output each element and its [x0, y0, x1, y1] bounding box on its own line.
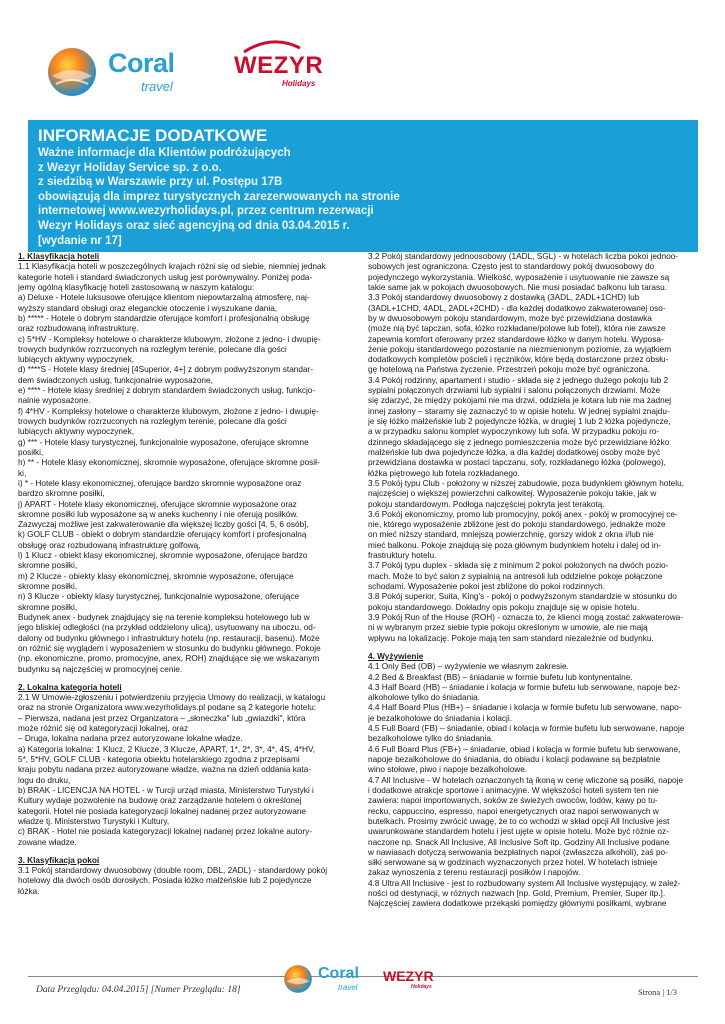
banner-line: z siedzibą w Warszawie przy ul. Postępu 17B: [38, 176, 283, 189]
text-line: g) *** - Hotele klasy turystycznej, funkcjonalnie wyposażone, oferujące skromne: [18, 437, 309, 447]
text-line: on różnić się wyglądem i wyposażeniem w stosunku do budynku głównego. Pokoje: [18, 643, 321, 653]
text-line: oraz na stronie Organizatora www.wezyrholidays.pl podane są 2 kategorie hotelu:: [18, 703, 317, 713]
section-heading: 1. Klasyfikacja hoteli: [18, 252, 100, 261]
footer-logos: [283, 960, 453, 1000]
text-line: gę hotelową na Państwa życzenie. Przestrzeń pokoju może być ograniczona.: [368, 365, 651, 375]
text-line: a) Kategoria lokalna: 1 Klucz, 2 Klucze, 3 Klucze, APART, 1*, 2*, 3*, 4*, 4S, 4*HV,: [18, 744, 316, 754]
text-line: budynku są najczęściej w promocyjnej cenie.: [18, 664, 183, 674]
text-line: lubiących aktywny wypoczynek,: [18, 427, 135, 437]
text-line: 1.1 Klasyfikacja hoteli w poszczególnych krajach różni się od siebie, niemniej jednak: [18, 262, 326, 272]
text-line: bezalkoholowe tylko do śniadania.: [368, 734, 494, 744]
text-line: frastruktury hotelu.: [368, 551, 437, 561]
text-line: pojedynczego wykorzystania. Wielkość, wyposażenie i usytuowanie nie zawsze są: [368, 272, 670, 282]
text-line: ni w wybranym przez siebie typie pokoju określonym w umowie, ale nie mają: [368, 623, 648, 633]
text-line: się zdarzyć, że między pokojami nie ma drzwi, oddziela je kotara lub nie ma żadnej: [368, 396, 672, 406]
right-text-column: [368, 252, 708, 910]
text-line: 4.6 Full Board Plus (FB+) – śniadanie, obiad i kolacja w formie bufetu lub serwowane,: [368, 744, 681, 754]
text-line: – Druga, lokalna nadana przez autoryzowane lokalne władze.: [18, 734, 243, 744]
text-line: Najczęściej zawiera dodatkowe przekąski pomiędzy głównymi posiłkami, wybrane: [368, 899, 667, 909]
text-line: butelkach. Prosimy zwrócić uwagę, że to co wchodzi w skład opcji All Inclusive jest: [368, 816, 670, 826]
text-line: Zazwyczaj możliwe jest zakwaterowanie dla większej liczby gości [4, 5, 6 osób],: [18, 520, 309, 530]
text-line: hotelowy dla dwóch osób dorosłych. Posiada łóżko małżeńskie lub 2 pojedyncze: [18, 876, 312, 886]
wezyr-logo-subtext: Holidays: [282, 79, 316, 88]
text-line: a w przypadku salonu komplet wypoczynkowy lub sofa. W przypadku pokoju ro-: [368, 427, 660, 437]
banner-title: INFORMACJE DODATKOWE: [38, 126, 268, 145]
text-line: obsługę oraz rozbudowaną infrastrukturę golfową,: [18, 540, 201, 550]
text-line: skromne posiłki,: [18, 602, 78, 612]
text-line: 4.5 Full Board (FB) – śniadanie, obiad i kolacja w formie bufetu lub serwowane, napoje: [368, 724, 685, 734]
text-line: sypialni połączonych drzwiami lub sypialni i salonu połączonych drzwiami. Może: [368, 386, 661, 396]
coral-logo-icon: [283, 964, 313, 994]
text-line: nalnie wyposażone.: [18, 396, 91, 406]
text-line: 3.3 Pokój standardowy dwuosobowy z dostawką (3ADL, 2ADL+1CHD) lub: [368, 293, 640, 303]
text-line: je się łóżko małżeńskie lub 2 pojedyncze łóżka, w drugiej 1 lub 2 łóżka pojedyncze,: [368, 417, 671, 426]
text-line: h) ** - Hotele klasy ekonomicznej, skromnie wyposażone, oferujące skromne posił-: [18, 458, 320, 468]
coral-logo-subtext: travel: [141, 79, 173, 94]
coral-logo-text: Coral: [108, 48, 175, 78]
text-line: najczęściej o większej powierzchni całkowitej. Wyposażenie pokoju takie, jak w: [368, 489, 657, 499]
text-line: wpływu na lokalizację. Pokoje mają ten sam standard niezależnie od budynku.: [368, 633, 654, 643]
text-line: b) ***** - Hotele o dobrym standardzie oferujące komfort i profesjonalną obsługę: [18, 313, 310, 323]
text-line: d) ****S - Hotele klasy średniej [4Superior, 4+] z dobrym podwyższonym standar-: [18, 365, 314, 375]
text-line: zowane władze.: [18, 837, 77, 847]
text-line: (może nią być tapczan, sofa, łóżko rozkładane/polowe lub fotel), która nie zawsze: [368, 324, 666, 334]
text-line: i) * - Hotele klasy ekonomicznej, oferujące bardzo skromnie wyposażone oraz: [18, 478, 302, 488]
text-line: 4.1 Only Bed (OB) – wyżywienie we własnym zakresie.: [368, 662, 569, 672]
info-banner: [28, 120, 698, 252]
text-line: Kultury wydaje pozwolenie na budowę oraz zarządzanie hotelem o określonej: [18, 796, 302, 806]
text-line: k) GOLF CLUB - obiekt o dobrym standardzie oferujący komfort i profesjonalną: [18, 530, 307, 540]
text-line: kategorii. Hotel nie posiada kategoryzacji lokalnej nadanej przez autoryzowane: [18, 806, 307, 816]
text-line: recku, cappuccino, espresso, napoi energetycznych oraz napoi serwowanych w: [368, 806, 659, 816]
text-line: 3.7 Pokój typu duplex - składa się z minimum 2 pokoi położonych na dwóch pozio-: [368, 561, 669, 571]
text-line: by w dwuosobowym pokoju standardowym, może być przewidziana dostawka: [368, 313, 652, 323]
text-line: kategorie hoteli i standard świadczonych usług jest porównywalny. Poniżej poda-: [18, 272, 313, 282]
text-line: logu do druku,: [18, 775, 71, 785]
footer-review-info: Data Przeglądu: 04.04.2015] [Numer Przeglądu: 18]: [36, 985, 241, 995]
text-line: bardzo skromne posiłki,: [18, 489, 105, 499]
text-line: dzinnego składającego się z jednego pomieszczenia może być przewidziane łóżko: [368, 437, 670, 447]
text-line: wyższy standard obsługi oraz eleganckie otoczenie i wyszukane dania,: [18, 303, 278, 313]
text-line: f) 4*HV - Kompleksy hotelowe o charakterze klubowym, złożone z jedno- i dwupię-: [18, 406, 319, 416]
coral-logo-subtext: travel: [338, 983, 358, 992]
text-line: mieć balkonu. Pokoje znajdują się poza głównym budynkiem hotelu i dalej od in-: [368, 540, 662, 550]
text-line: pokoju standardowym. Podłoga najczęściej pokryta jest terakotą.: [368, 499, 605, 509]
text-line: 3.2 Pokój standardowy jednoosobowy (1ADL, SGL) - w hotelach liczba pokoi jednoo-: [368, 252, 679, 261]
text-line: n) 3 Klucze - obiekty klasy turystycznej, funkcjonalnie wyposażone, oferujące: [18, 592, 300, 602]
text-line: m) 2 Klucze - obiekty klasy ekonomicznej, skromnie wyposażone, oferujące: [18, 571, 294, 581]
text-line: trowych budynków rozrzuconych na rozległym terenie, polecane dla gości: [18, 417, 287, 426]
text-line: c) 5*HV - Kompleksy hotelowe o charakterze klubowym, złożone z jedno- i dwupię-: [18, 334, 321, 344]
text-line: a) Deluxe - Hotele luksusowe oferujące klientom niepowtarzalną atmosferę, naj-: [18, 293, 310, 303]
text-line: pokoju standardowego. Dokładny opis pokoju znajduje się w opisie hotelu.: [368, 602, 640, 612]
text-line: skromne posiłki,: [18, 582, 78, 591]
text-line: 4.8 Ultra All Inclusive - jest to rozbudowany system All Inclusive występujący, w zależ-: [368, 878, 681, 888]
banner-line: internetowej www.wezyrholidays.pl, przez centrum rezerwacji: [38, 205, 374, 218]
text-line: 3.1 Pokój standardowy dwuosobowy (double room, DBL, 2ADL) - standardowy pokój: [18, 866, 328, 876]
text-line: napoje bezalkoholowe do śniadania, do obiadu i kolacji podawane są bezpłatnie: [368, 755, 661, 764]
text-line: łóżka.: [18, 886, 40, 896]
text-line: 4.7 All Inclusive - W hotelach oznaczonych tą ikoną w cenę wliczone są posiłki, napoje: [368, 775, 684, 785]
text-line: oraz rozbudowaną infrastrukturę.: [18, 324, 139, 334]
text-line: jego bliskiej odległości (na przykład oddzielony ulicą), usytuowany na uboczu, od-: [18, 623, 316, 633]
wezyr-logo-text: WEZYR: [383, 968, 434, 984]
coral-logo-text: Coral: [318, 965, 359, 982]
text-line: 2.1 W Umowie-zgłoszeniu i potwierdzeniu przyjęcia Umowy do realizacji, w katalogu: [18, 693, 326, 703]
text-line: on mieć niższy standard, mniejszą powierzchnię, gorszy widok z okna i/lub nie: [368, 530, 654, 540]
text-line: przewidziana dostawka w postaci tapczanu, sofy, rozkładanego łóżka (polowego),: [368, 458, 666, 468]
paragraph-gap: [18, 848, 358, 856]
banner-line: z Wezyr Holiday Service sp. z o.o.: [38, 161, 222, 174]
text-line: 4.4 Half Board Plus (HB+) – śniadanie i kolacja w formie bufetu lub serwowane, napo-: [368, 703, 682, 713]
text-line: je bezalkoholowe do śniadania i kolacji.: [368, 713, 513, 723]
banner-line: Ważne informacje dla Klientów podróżujących: [38, 147, 291, 159]
text-line: innej zasłony – staramy się zaznaczyć to w opisie hotelu. W jednej sypialni znajdu-: [368, 406, 670, 416]
text-line: 3.9 Pokój Run of the House (ROH) - oznacza to, że klienci mogą zostać zakwaterowa-: [368, 612, 684, 622]
text-line: mach. Może to być salon z sypialnią na antresoli lub oddzielne pokoje połączone: [368, 571, 663, 581]
text-line: małżeńskie lub dwa pojedyncze łóżka, a dla każdej dodatkowej osoby może być: [368, 447, 661, 457]
text-line: żenie pokoju standardowego pozostanie na niezmienionym poziomie, za wyjątkiem: [368, 344, 672, 354]
text-line: zapewnia komfort oferowany przez standardowe łóżko w danym hotelu. Wyposa-: [368, 334, 664, 344]
text-line: dalony od budynku głównego i infrastruktury hotelu (np. restauracji, basenu). Może: [18, 633, 320, 643]
text-line: jemy ogólną klasyfikację hoteli zastosowaną w naszym katalogu:: [18, 282, 255, 292]
banner-line: Wezyr Holidays oraz sieć agencyjną od dnia 03.04.2015 r.: [38, 219, 350, 232]
text-line: skromne posiłki,: [18, 561, 78, 571]
text-line: 3.5 Pokój typu Club - położony w niższej zabudowie, poza budynkiem głównym hotelu,: [368, 478, 684, 488]
text-line: nie, którego wyposażenie zbliżone jest do pokoju standardowego, jednakże może: [368, 520, 666, 530]
text-line: wino stołowe, piwo i napoje bezalkoholowe.: [368, 765, 528, 775]
text-line: (np. ekonomiczne, promo, promocyjne, anex, ROH) znajdujące się we wskazanym: [18, 654, 320, 664]
section-heading: 3. Klasyfikacja pokoi: [18, 855, 100, 865]
left-text-column: [18, 252, 358, 897]
paragraph-gap: [18, 675, 358, 683]
paragraph-gap: [368, 644, 708, 652]
text-line: alkoholowe tylko do śniadania.: [368, 693, 480, 703]
text-line: Budynek anex - budynek znajdujący się na terenie kompleksu hotelowego lub w: [18, 612, 310, 622]
text-line: e) **** - Hotele klasy średniej z dobrym standardem świadczonych usług, funkcjo-: [18, 386, 316, 396]
text-line: takie same jak w pokojach dwuosobowych. Nie musi posiadać balkonu lub tarasu.: [368, 282, 667, 292]
section-heading: 2. Lokalna kategoria hoteli: [18, 682, 122, 692]
text-line: 5*, 5*HV, GOLF CLUB - kategoria obiektu hotelarskiego zgodna z przepisami: [18, 755, 300, 764]
text-line: zawiera: napoi importowanych, soków ze świeżych owoców, lodów, kawy po tu-: [368, 796, 658, 806]
coral-logo-icon: [46, 46, 98, 98]
text-line: 3.8 Pokój superior, Suita, King's - pokój o podwyższonym standardzie w stosunku do: [368, 592, 677, 602]
text-line: dodatkowych kompletów pościeli i ręczników, które będą dostarczone przez obsłu-: [368, 355, 669, 365]
section-heading: 4. Wyżywienie: [368, 651, 424, 661]
text-line: 3.6 Pokój ekonomiczny, promo lub promocyjny, pokój anex - pokój w promocyjnej ce-: [368, 509, 678, 519]
text-line: l) 1 Klucz - obiekt klasy ekonomicznej, skromnie wyposażone, oferujące bardzo: [18, 551, 308, 561]
text-line: j) APART - Hotele klasy ekonomicznej, oferujące skromnie wyposażone oraz: [18, 499, 297, 509]
text-line: schodami. Wyposażenie pokoi jest zbliżone do pokoi rodzinnych.: [368, 582, 606, 591]
text-line: trowych budynków rozrzuconych na rozległym terenie, polecane dla gości: [18, 344, 287, 354]
text-line: posiłki,: [18, 447, 44, 457]
text-line: skromne posiłki lub wyposażone są w aneks kuchenny i nie oferują posiłków.: [18, 509, 299, 519]
banner-line: obowiązują dla imprez turystycznych zarezerwowanych na stronie: [38, 190, 400, 203]
text-line: 4.3 Half Board (HB) – śniadanie i kolacja w formie bufetu lub serwowane, napoje bez-: [368, 682, 681, 692]
text-line: w nawiasach dotyczą serwowania bezpłatnych napoi (zwłaszcza alkoholi), zaś po-: [368, 847, 668, 857]
text-line: dem świadczonych usług, funkcjonalnie wyposażone,: [18, 375, 213, 385]
text-line: b) BRAK - LICENCJA NA HOTEL - w Turcji urząd miasta, Ministerstwo Turystyki i: [18, 785, 314, 795]
text-line: zakaz wynoszenia z terenu restauracji posiłków i napojów.: [368, 868, 581, 878]
text-line: siłki serwowane są w godzinach wyznaczonych przez hotel. W hotelach istnieje: [368, 858, 658, 868]
wezyr-logo-text: WEZYR: [234, 52, 324, 79]
banner-line: [wydanie nr 17]: [38, 234, 122, 247]
text-line: naczone np. Snack All Inclusive, All Inclusive Soft itp. Godziny All Inclusive podane: [368, 837, 670, 847]
text-line: i dodatkowe atrakcje sportowe i animacyjne. W większości hoteli system ten nie: [368, 785, 659, 795]
text-line: łóżka piętrowego lub fotela rozkładanego.: [368, 468, 520, 478]
header-logos: [46, 38, 346, 98]
text-line: lubiących aktywny wypoczynek,: [18, 355, 135, 365]
text-line: uwarunkowane standardem hotelu i jest ujęte w opisie hotelu. Może być różnie oz-: [368, 827, 669, 837]
text-line: władze tj. Ministerstwo Turystyki i Kultury,: [18, 816, 170, 826]
text-line: – Pierwsza, nadana jest przez Organizatora – „słoneczka" lub „gwiazdki", która: [18, 713, 306, 723]
text-line: c) BRAK - Hotel nie posiada kategoryzacji lokalnej nadanej przez lokalne autory-: [18, 827, 312, 837]
text-line: może różnić się od kategoryzacji lokalnej, oraz: [18, 724, 189, 734]
text-line: ności od destynacji, w różnych nazwach [np. Gold, Premium, Premier, Super itp.].: [368, 889, 666, 899]
text-line: 4.2 Bed & Breakfast (BB) – śniadanie w formie bufetu lub kontynentalne.: [368, 672, 633, 682]
text-line: sobowych jest ograniczona. Często jest to standardowy pokój dwuosobowy do: [368, 262, 655, 272]
page-number: Strona | 1/3: [638, 987, 678, 997]
text-line: 3.4 Pokój rodzinny, apartament i studio - składa się z jednego dużego pokoju lub 2: [368, 375, 669, 385]
text-line: (3ADL+1CHD, 4ADL, 2ADL+2CHD) - dla każdej dodatkowo zakwaterowanej oso-: [368, 303, 666, 313]
wezyr-logo-subtext: Holidays: [411, 984, 432, 990]
text-line: kraju pobytu nadana przez autoryzowane władze, ważna na dzień oddania kata-: [18, 765, 312, 775]
text-line: ki,: [18, 468, 27, 478]
